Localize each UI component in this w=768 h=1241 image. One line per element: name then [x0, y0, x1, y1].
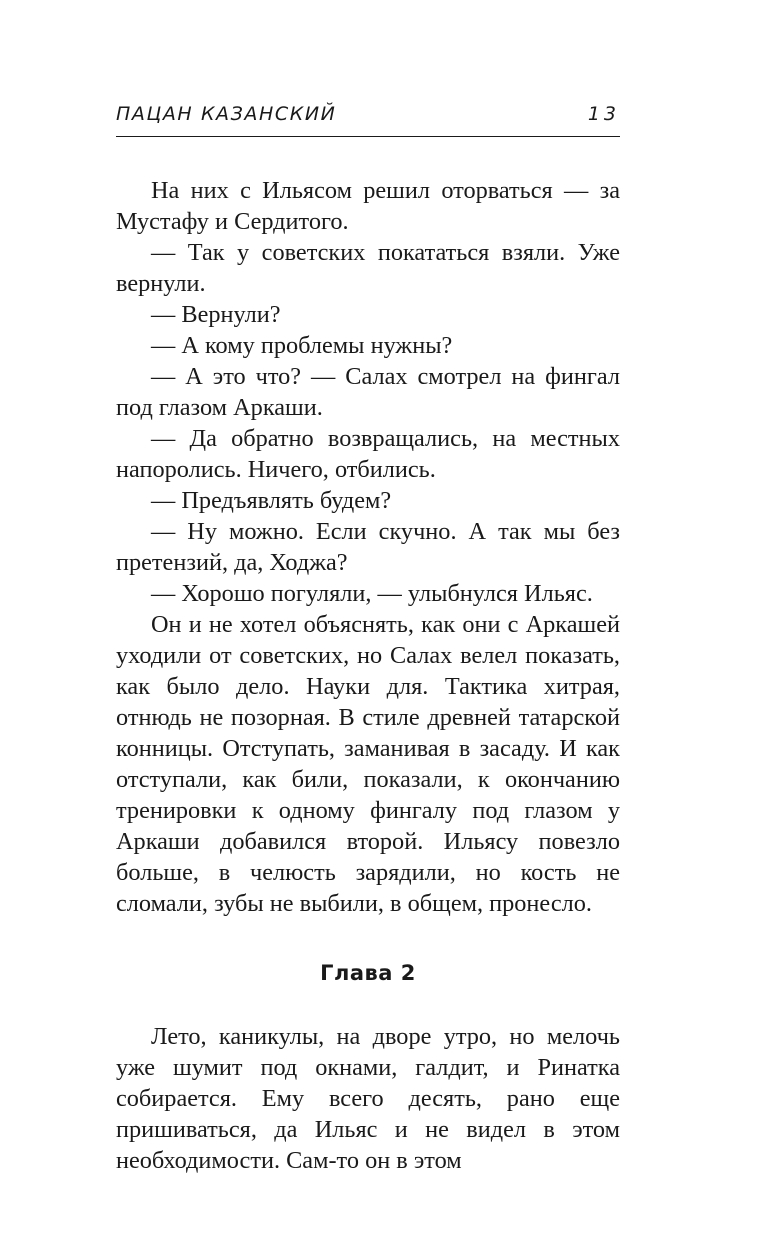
paragraph: — Ну можно. Если скучно. А так мы без претензий, да, Ходжа?	[116, 518, 620, 576]
book-title: ПАЦАН КАЗАНСКИЙ	[116, 103, 337, 125]
chapter-heading: Глава 2	[320, 961, 416, 985]
paragraph: — Предъявлять будем?	[151, 487, 392, 514]
page-number: 13	[587, 103, 620, 125]
paragraph: — Так у советских покататься взяли. Уже вернули.	[116, 239, 620, 297]
paragraph: Он и не хотел объяснять, как они с Аркашей уходили от советских, но Салах велел показать, как было дело. Науки для. Тактика хитрая, отнюдь не позорная. В стиле древней татарской конницы. Отступать, заманивая в засаду. И как отступали, как били, показали, к окончанию тренировки к одному фингалу под глазом у Аркаши добавился второй. Ильясу повезло больше, в челюсть зарядили, но кость не сломали, зубы не выбили, в общем, пронесло.	[116, 611, 620, 917]
paragraph: — А это что? — Салах смотрел на фингал под глазом Аркаши.	[116, 363, 620, 421]
paragraph: На них с Ильясом решил оторваться — за Мустафу и Сердитого.	[116, 177, 620, 235]
paragraph: Лето, каникулы, на дворе утро, но мелочь уже шумит под окнами, галдит, и Ринатка собирается. Ему всего десять, рано еще пришиваться, да Ильяс и не видел в этом необходимости. Сам-то он в этом	[116, 1023, 620, 1174]
paragraph: — Да обратно возвращались, на местных напоролись. Ничего, отбились.	[116, 425, 620, 483]
running-header	[116, 100, 620, 137]
paragraph: — Хорошо погуляли, — улыбнулся Ильяс.	[151, 580, 593, 607]
page-body	[116, 175, 620, 1176]
paragraph: — А кому проблемы нужны?	[151, 332, 453, 359]
paragraph: — Вернули?	[151, 301, 281, 328]
